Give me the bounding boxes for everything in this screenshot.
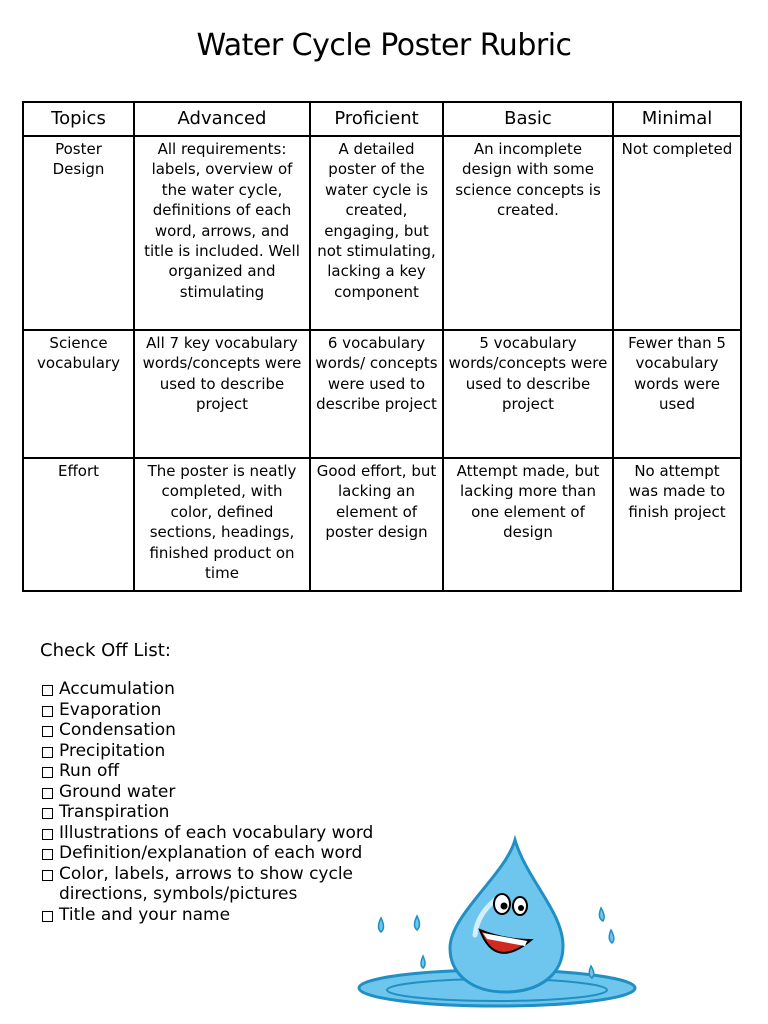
advanced-cell: All requirements: labels, overview of the water cycle, definitions of each word, arrows, and title is included. Well organized and stimulating	[134, 136, 310, 330]
splash-drop	[589, 966, 594, 978]
splash-drop	[609, 930, 614, 943]
checklist-item-label: Title and your name	[59, 904, 231, 925]
minimal-cell: Not completed	[613, 136, 741, 330]
header-basic: Basic	[443, 102, 613, 136]
proficient-cell: 6 vocabulary words/ concepts were used to describe project	[310, 330, 443, 458]
topic-cell: Poster Design	[23, 136, 134, 330]
checkbox-icon[interactable]	[42, 747, 53, 758]
splash-drop	[599, 908, 604, 921]
header-topics: Topics	[23, 102, 134, 136]
checkbox-icon[interactable]	[42, 767, 53, 778]
basic-cell: An incomplete design with some science concepts is created.	[443, 136, 613, 330]
header-advanced: Advanced	[134, 102, 310, 136]
page-title: Water Cycle Poster Rubric	[196, 28, 572, 63]
rubric-table	[22, 101, 742, 592]
checklist-item[interactable]	[40, 802, 420, 823]
checklist-item[interactable]	[40, 720, 420, 741]
checklist-item-label: Illustrations of each vocabulary word	[59, 822, 374, 843]
splash-drop	[379, 918, 384, 932]
splash-drop	[421, 956, 425, 968]
checkbox-icon[interactable]	[42, 788, 53, 799]
check-off-list-title: Check Off List:	[40, 640, 171, 661]
checkbox-icon[interactable]	[42, 829, 53, 840]
checklist-item[interactable]	[40, 700, 420, 721]
header-proficient: Proficient	[310, 102, 443, 136]
checklist-item-label: Condensation	[59, 720, 176, 740]
rubric-row-science-vocabulary	[23, 330, 741, 458]
rubric-row-effort	[23, 458, 741, 591]
droplet-body	[450, 840, 563, 992]
proficient-cell: A detailed poster of the water cycle is created, engaging, but not stimulating, lacking a key component	[310, 136, 443, 330]
rubric-header-row	[23, 102, 741, 136]
rubric-row-poster-design	[23, 136, 741, 330]
checkbox-icon[interactable]	[42, 685, 53, 696]
splash-drop	[415, 916, 420, 930]
topic-cell: Science vocabulary	[23, 330, 134, 458]
basic-cell: Attempt made, but lacking more than one element of design	[443, 458, 613, 591]
header-minimal: Minimal	[613, 102, 741, 136]
topic-cell: Effort	[23, 458, 134, 591]
checklist-item-label: Definition/explanation of each word	[59, 843, 363, 863]
checkbox-icon[interactable]	[42, 706, 53, 717]
checkbox-icon[interactable]	[42, 808, 53, 819]
minimal-cell: No attempt was made to finish project	[613, 458, 741, 591]
checkbox-icon[interactable]	[42, 726, 53, 737]
proficient-cell: Good effort, but lacking an element of poster design	[310, 458, 443, 591]
checklist-item[interactable]	[40, 761, 420, 782]
basic-cell: 5 vocabulary words/concepts were used to describe project	[443, 330, 613, 458]
checklist-item-label: Precipitation	[59, 740, 166, 761]
checklist-item[interactable]	[40, 741, 420, 762]
advanced-cell: The poster is neatly completed, with color, defined sections, headings, finished product on time	[134, 458, 310, 591]
checklist-item[interactable]	[40, 782, 420, 803]
checklist-item-label: Evaporation	[59, 699, 162, 720]
checklist-item-label: Color, labels, arrows to show cycle directions, symbols/pictures	[59, 863, 354, 904]
checklist-item-label: Accumulation	[59, 679, 175, 699]
checklist-item-label: Transpiration	[59, 802, 170, 822]
water-droplet-illustration	[355, 830, 645, 1020]
checklist-item-label: Ground water	[59, 781, 176, 802]
checklist-item-label: Run off	[59, 761, 120, 781]
advanced-cell: All 7 key vocabulary words/concepts were used to describe project	[134, 330, 310, 458]
checklist-item[interactable]	[40, 679, 420, 700]
checkbox-icon[interactable]	[42, 911, 53, 922]
checkbox-icon[interactable]	[42, 870, 53, 881]
minimal-cell: Fewer than 5 vocabulary words were used	[613, 330, 741, 458]
checkbox-icon[interactable]	[42, 849, 53, 860]
